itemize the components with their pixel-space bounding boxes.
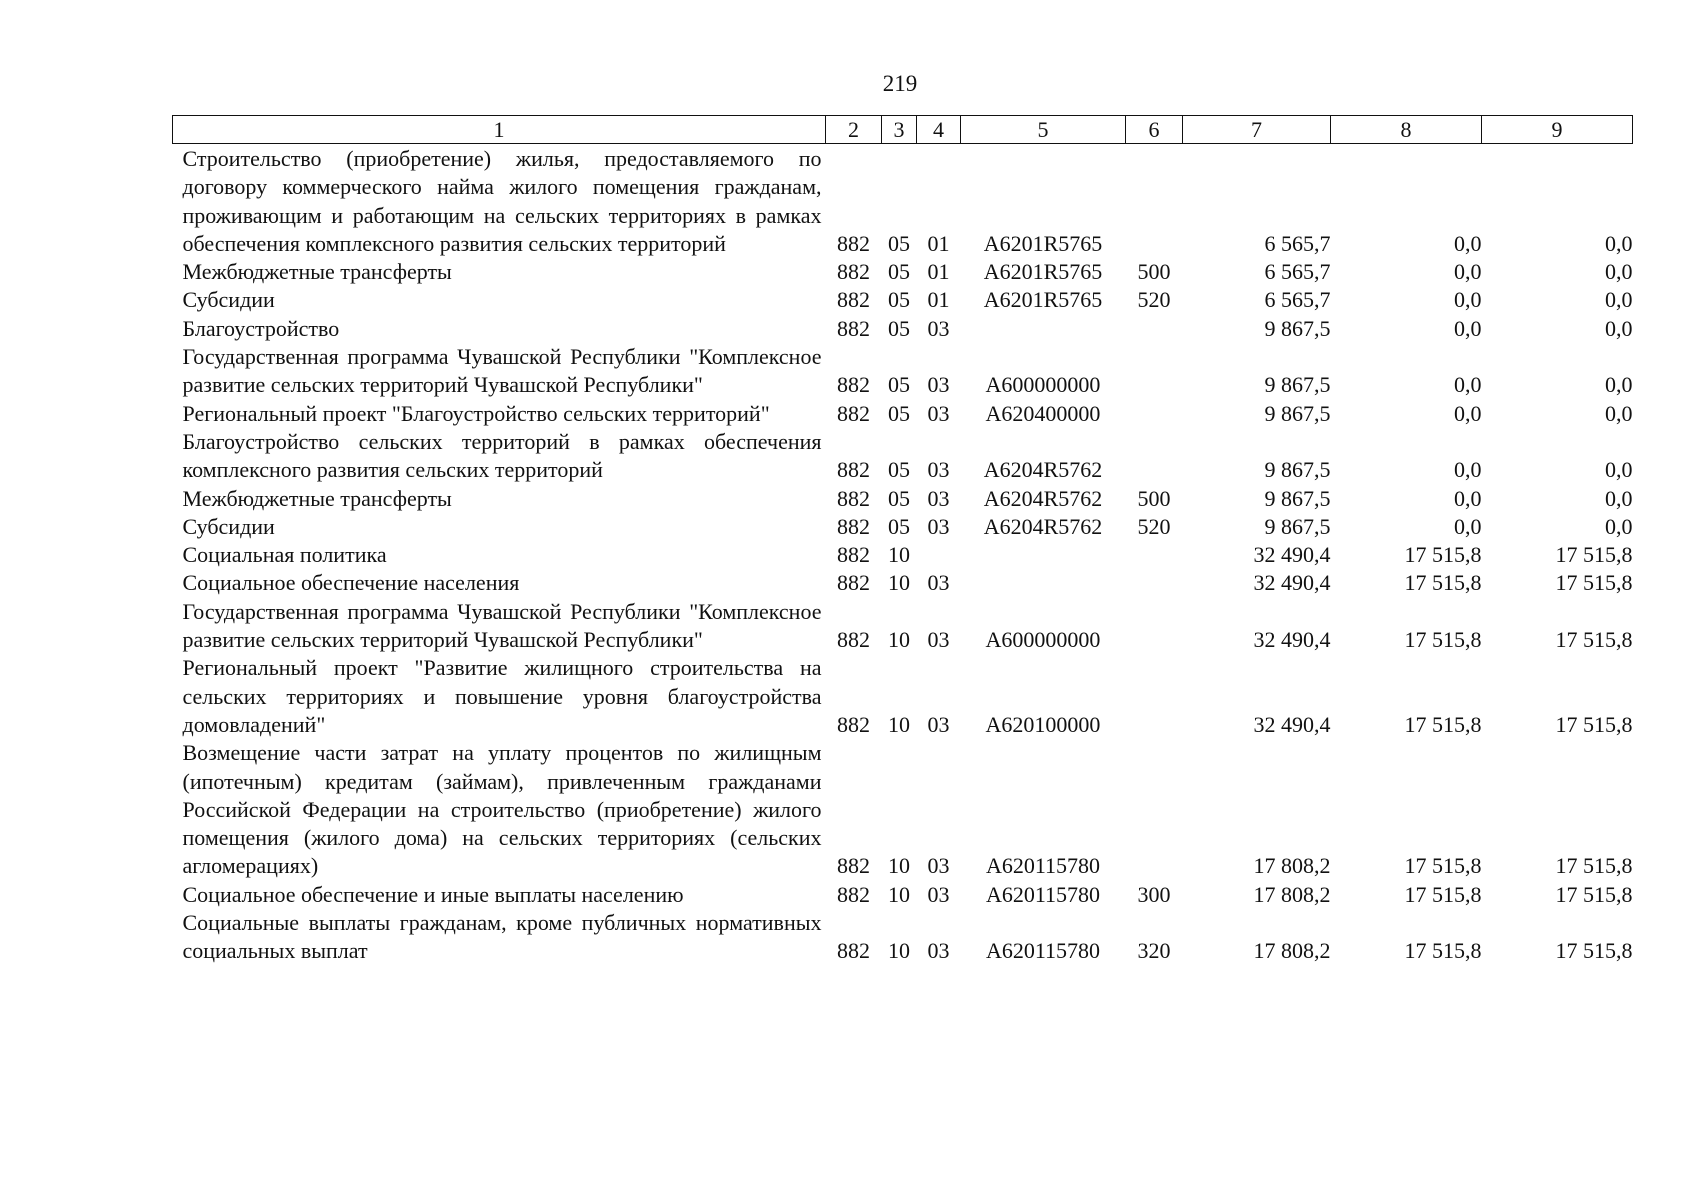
row-amount-col9: 0,0 [1605, 400, 1633, 426]
row-amount-col8: 17 515,8 [1404, 542, 1482, 568]
row-name: Региональный проект "Благоустройство сельских территорий" [182, 400, 770, 426]
row-target-article: А600000000 [985, 372, 1101, 398]
header-col-5: 5 [961, 116, 1126, 144]
table-row [173, 881, 1633, 909]
page-number: 219 [882, 71, 918, 96]
row-subsection-code: 03 [927, 881, 950, 907]
row-name: Региональный проект "Развитие жилищного строительства на сельских территориях и повышение уровня благоустройства домовладений" [182, 655, 822, 737]
row-target-article: А620115780 [985, 881, 1101, 907]
row-section-code: 10 [888, 627, 910, 653]
row-ministry-code: 882 [837, 230, 870, 256]
header-col-2: 2 [826, 116, 882, 144]
row-amount-col8: 0,0 [1454, 372, 1482, 398]
row-target-article [961, 569, 1126, 597]
row-section-code: 05 [888, 287, 910, 313]
row-subsection-code: 03 [927, 485, 950, 511]
row-amount-col9: 17 515,8 [1555, 711, 1633, 737]
row-section-code: 05 [888, 230, 910, 256]
row-expense-type: 300 [1137, 881, 1171, 907]
row-section-code: 05 [888, 400, 910, 426]
row-name: Государственная программа Чувашской Республики "Комплексное развитие сельских территорий Чувашской Республики" [182, 598, 822, 653]
row-ministry-code: 882 [837, 627, 870, 653]
row-section-code: 05 [888, 457, 910, 483]
row-ministry-code: 882 [837, 372, 870, 398]
row-name: Межбюджетные трансферты [182, 259, 452, 285]
row-ministry-code: 882 [837, 881, 870, 907]
row-amount-col7: 6 565,7 [1264, 230, 1331, 256]
row-amount-col9: 0,0 [1605, 457, 1633, 483]
row-name: Благоустройство сельских территорий в рамках обеспечения комплексного развития сельских территорий [182, 428, 822, 483]
row-section-code: 10 [888, 711, 910, 737]
row-section-code: 05 [888, 259, 910, 285]
row-expense-type: 520 [1137, 287, 1171, 313]
row-name: Государственная программа Чувашской Республики "Комплексное развитие сельских территорий Чувашской Республики" [182, 344, 822, 398]
row-section-code: 05 [888, 513, 910, 539]
row-section-code: 10 [888, 853, 910, 879]
row-amount-col7: 32 490,4 [1253, 711, 1331, 737]
row-expense-type [1126, 654, 1183, 739]
table-row [173, 343, 1633, 400]
row-amount-col9: 0,0 [1605, 315, 1633, 341]
row-amount-col8: 0,0 [1454, 400, 1482, 426]
row-amount-col7: 6 565,7 [1264, 259, 1331, 285]
table-row [173, 258, 1633, 286]
table-row [173, 569, 1633, 597]
table-body [173, 144, 1633, 966]
row-amount-col7: 32 490,4 [1253, 542, 1331, 568]
row-amount-col9: 17 515,8 [1555, 570, 1633, 596]
row-subsection-code: 03 [927, 400, 950, 426]
row-expense-type: 500 [1137, 485, 1171, 511]
row-expense-type [1126, 569, 1183, 597]
row-ministry-code: 882 [837, 853, 870, 879]
row-ministry-code: 882 [837, 513, 870, 539]
row-target-article: А6201R5765 [983, 259, 1103, 285]
row-amount-col7: 17 808,2 [1253, 853, 1331, 879]
row-subsection-code: 03 [927, 315, 950, 341]
row-ministry-code: 882 [837, 457, 870, 483]
row-section-code: 10 [888, 542, 910, 568]
row-ministry-code: 882 [837, 938, 870, 964]
row-ministry-code: 882 [837, 542, 870, 568]
budget-table [172, 115, 1633, 966]
row-expense-type: 520 [1137, 513, 1171, 539]
row-amount-col9: 17 515,8 [1555, 938, 1633, 964]
row-amount-col9: 0,0 [1605, 513, 1633, 539]
header-col-1: 1 [173, 116, 826, 144]
row-name: Благоустройство [182, 315, 340, 341]
row-section-code: 10 [888, 881, 910, 907]
row-subsection-code: 01 [927, 230, 950, 256]
row-amount-col8: 0,0 [1454, 513, 1482, 539]
row-amount-col7: 17 808,2 [1253, 938, 1331, 964]
row-target-article: А620115780 [985, 938, 1101, 964]
row-target-article: А6204R5762 [983, 485, 1103, 511]
row-name: Межбюджетные трансферты [182, 485, 452, 511]
table-row [173, 400, 1633, 428]
row-ministry-code: 882 [837, 400, 870, 426]
table-row [173, 541, 1633, 569]
row-amount-col8: 17 515,8 [1404, 938, 1482, 964]
table-row [173, 598, 1633, 655]
row-amount-col9: 17 515,8 [1555, 627, 1633, 653]
row-ministry-code: 882 [837, 287, 870, 313]
row-target-article: А600000000 [985, 627, 1101, 653]
row-amount-col7: 6 565,7 [1264, 287, 1331, 313]
row-amount-col9: 0,0 [1605, 230, 1633, 256]
row-target-article: А6204R5762 [983, 457, 1103, 483]
row-section-code: 05 [888, 485, 910, 511]
row-amount-col9: 17 515,8 [1555, 542, 1633, 568]
row-target-article: А6201R5765 [983, 287, 1103, 313]
row-amount-col7: 9 867,5 [1264, 485, 1331, 511]
row-section-code: 05 [888, 315, 910, 341]
row-expense-type [1126, 739, 1183, 880]
row-name: Возмещение части затрат на уплату процентов по жилищным (ипотечным) кредитам (займам), привлеченным гражданами Российской Федерации на строительство (приобретение) жилого помещения (жилого дома) на сельских территориях (сельских агломерациях) [182, 740, 822, 879]
row-amount-col8: 17 515,8 [1404, 881, 1482, 907]
row-subsection-code [917, 541, 961, 569]
row-name: Социальная политика [182, 542, 387, 568]
row-expense-type [1126, 343, 1183, 400]
row-name: Социальное обеспечение и иные выплаты населению [182, 881, 684, 907]
row-ministry-code: 882 [837, 259, 870, 285]
header-col-3: 3 [882, 116, 917, 144]
row-amount-col8: 0,0 [1454, 457, 1482, 483]
row-amount-col9: 0,0 [1605, 485, 1633, 511]
header-col-7: 7 [1183, 116, 1331, 144]
row-ministry-code: 882 [837, 570, 870, 596]
row-expense-type [1126, 598, 1183, 655]
row-target-article [961, 315, 1126, 343]
row-subsection-code: 03 [927, 570, 950, 596]
table-row [173, 315, 1633, 343]
row-expense-type [1126, 315, 1183, 343]
row-amount-col7: 9 867,5 [1264, 315, 1331, 341]
row-name: Субсидии [182, 513, 275, 539]
row-subsection-code: 03 [927, 627, 950, 653]
row-expense-type [1126, 541, 1183, 569]
row-amount-col8: 0,0 [1454, 230, 1482, 256]
row-ministry-code: 882 [837, 485, 870, 511]
row-subsection-code: 03 [927, 513, 950, 539]
row-name: Строительство (приобретение) жилья, предоставляемого по договору коммерческого найма жилого помещения гражданам, проживающим и работающим на сельских территориях в рамках обеспечения комплексного развития сельских территорий [182, 146, 822, 256]
row-name: Социальное обеспечение населения [182, 570, 520, 596]
table-row [173, 144, 1633, 259]
row-amount-col9: 17 515,8 [1555, 881, 1633, 907]
table-row [173, 739, 1633, 880]
row-amount-col8: 17 515,8 [1404, 711, 1482, 737]
table-row [173, 909, 1633, 966]
row-amount-col8: 0,0 [1454, 315, 1482, 341]
row-amount-col8: 0,0 [1454, 287, 1482, 313]
header-col-6: 6 [1126, 116, 1183, 144]
row-subsection-code: 01 [927, 259, 950, 285]
row-section-code: 05 [888, 372, 910, 398]
row-target-article: А620400000 [985, 400, 1101, 426]
table-row [173, 286, 1633, 314]
row-name: Субсидии [182, 287, 275, 313]
row-amount-col9: 17 515,8 [1555, 853, 1633, 879]
table-row [173, 654, 1633, 739]
table-row [173, 428, 1633, 485]
row-subsection-code: 03 [927, 457, 950, 483]
row-name: Социальные выплаты гражданам, кроме публичных нормативных социальных выплат [182, 910, 822, 964]
row-amount-col7: 17 808,2 [1253, 881, 1331, 907]
row-subsection-code: 01 [927, 287, 950, 313]
row-target-article [961, 541, 1126, 569]
row-section-code: 10 [888, 570, 910, 596]
row-amount-col7: 9 867,5 [1264, 372, 1331, 398]
table-row [173, 513, 1633, 541]
header-col-8: 8 [1331, 116, 1482, 144]
row-subsection-code: 03 [927, 711, 950, 737]
row-amount-col7: 32 490,4 [1253, 627, 1331, 653]
header-row [173, 116, 1633, 144]
row-expense-type: 320 [1137, 938, 1171, 964]
row-target-article: А6201R5765 [983, 230, 1103, 256]
row-amount-col8: 17 515,8 [1404, 570, 1482, 596]
table-header [173, 116, 1633, 144]
row-amount-col7: 9 867,5 [1264, 513, 1331, 539]
row-ministry-code: 882 [837, 315, 870, 341]
row-ministry-code: 882 [837, 711, 870, 737]
row-target-article: А620115780 [985, 853, 1101, 879]
row-section-code: 10 [888, 938, 910, 964]
row-amount-col8: 17 515,8 [1404, 627, 1482, 653]
row-amount-col9: 0,0 [1605, 287, 1633, 313]
row-subsection-code: 03 [927, 853, 950, 879]
row-amount-col7: 32 490,4 [1253, 570, 1331, 596]
row-amount-col7: 9 867,5 [1264, 400, 1331, 426]
row-target-article: А6204R5762 [983, 513, 1103, 539]
row-amount-col8: 17 515,8 [1404, 853, 1482, 879]
table-row [173, 485, 1633, 513]
row-amount-col7: 9 867,5 [1264, 457, 1331, 483]
row-amount-col9: 0,0 [1605, 259, 1633, 285]
row-amount-col8: 0,0 [1454, 485, 1482, 511]
header-col-4: 4 [917, 116, 961, 144]
header-col-9: 9 [1482, 116, 1633, 144]
row-subsection-code: 03 [927, 372, 950, 398]
row-subsection-code: 03 [927, 938, 950, 964]
row-amount-col9: 0,0 [1605, 372, 1633, 398]
row-expense-type: 500 [1137, 259, 1171, 285]
row-expense-type [1126, 400, 1183, 428]
row-expense-type [1126, 428, 1183, 485]
row-expense-type [1126, 144, 1183, 259]
row-target-article: А620100000 [985, 711, 1101, 737]
row-amount-col8: 0,0 [1454, 259, 1482, 285]
